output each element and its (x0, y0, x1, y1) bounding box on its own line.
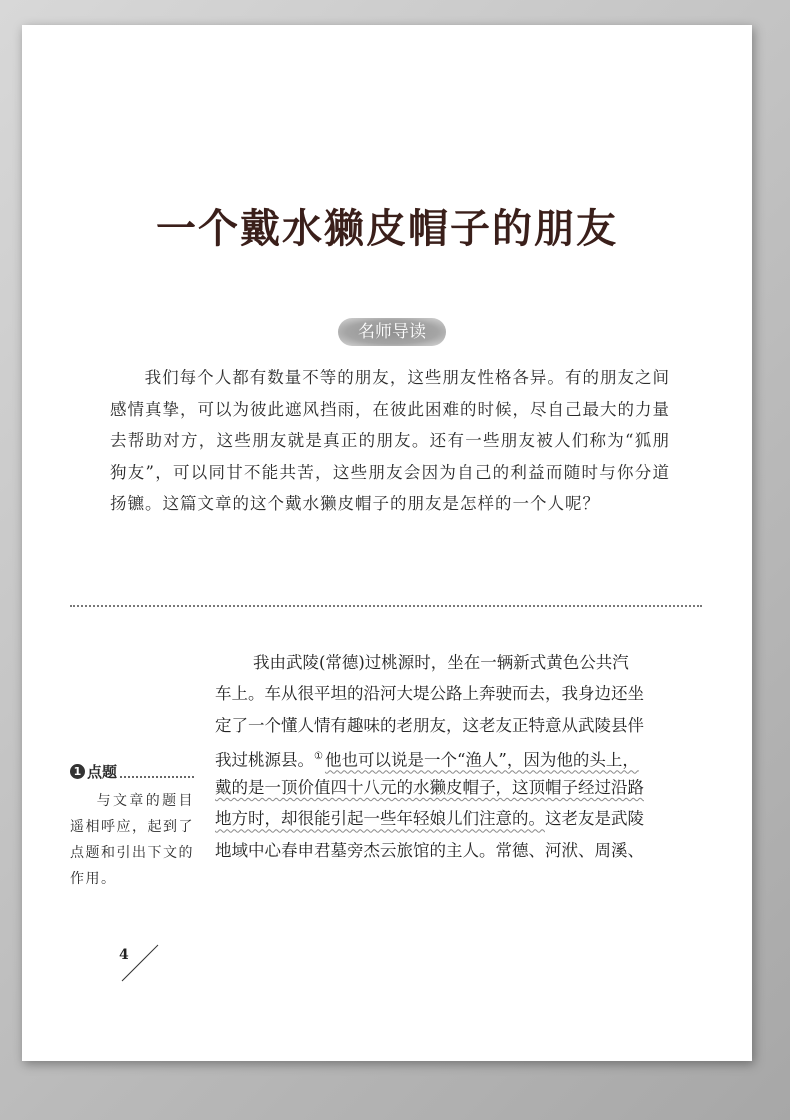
annotation-body: 与文章的题目遥相呼应，起到了点题和引出下文的作用。 (70, 793, 194, 887)
underlined-text: 戴的是一顶价值四十八元的水獭皮帽子，这顶帽子经过沿路 (215, 778, 644, 798)
text-line-7: 地域中心春申君墓旁杰云旅馆的主人。常德、河洑、周溪、 (215, 840, 644, 860)
text-line (215, 803, 700, 834)
page-number-slash-icon (118, 941, 162, 985)
page-title: 一个戴水獭皮帽子的朋友 (156, 205, 618, 252)
intro-section (110, 362, 670, 520)
text-line (215, 678, 700, 709)
annotation-marker: ① (314, 750, 323, 762)
book-page (22, 25, 752, 1061)
text-line (215, 772, 700, 803)
page-number: 4 (119, 947, 129, 963)
guide-badge: 名师导读 (338, 318, 446, 346)
text-line-1: 我由武陵(常德)过桃源时，坐在一辆新式黄色公共汽 (252, 653, 629, 672)
annotation-leader-dots (120, 766, 194, 778)
text-line-4-start: 我过桃源县。 (215, 750, 314, 770)
underlined-text: 地方时，却很能引起一些年轻娘儿们注意的。 (215, 809, 545, 829)
text-line (215, 647, 700, 678)
text-line (215, 835, 700, 866)
text-line (215, 710, 700, 741)
annotation-heading (70, 761, 194, 782)
annotation-number-icon: 1 (70, 764, 85, 779)
text-line-6-end: 这老友是武陵 (545, 809, 644, 829)
dotted-divider (70, 605, 702, 607)
annotation-title: 点题 (87, 763, 118, 781)
text-line-3: 定了一个懂人情有趣味的老朋友，这老友正特意从武陵县伴 (215, 715, 644, 735)
text-line-2: 车上。车从很平坦的沿河大堤公路上奔驶而去，我身边还坐 (215, 684, 644, 704)
underlined-text: 他也可以说是一个“渔人”，因为他的头上， (324, 750, 639, 770)
side-annotation (70, 761, 194, 892)
intro-paragraph: 我们每个人都有数量不等的朋友，这些朋友性格各异。有的朋友之间感情真挚，可以为彼此遮风挡雨，在彼此困难的时候，尽自己最大的力量去帮助对方，这些朋友就是真正的朋友。还有一些朋友被人们称为“狐朋狗友”，可以同甘不能共苦，这些朋友会因为自己的利益而随时与你分道扬镳。这篇文章的这个戴水獭皮帽子的朋友是怎样的一个人呢？ (110, 368, 670, 513)
main-text (215, 647, 700, 866)
text-line (215, 741, 700, 772)
